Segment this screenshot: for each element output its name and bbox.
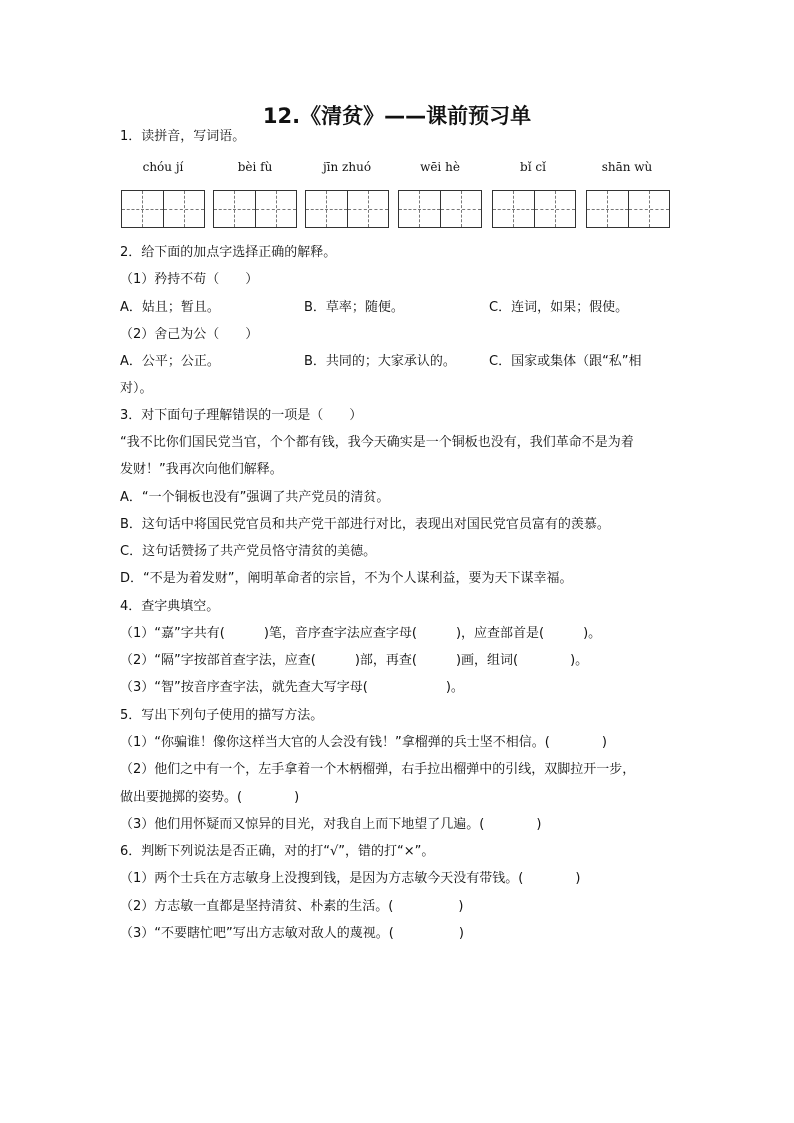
writing-grid[interactable]: [121, 190, 205, 228]
pinyin-label: chóu jí: [142, 160, 184, 174]
option-a: A．“一个铜板也没有”强调了共产党员的清贫。: [120, 490, 390, 505]
q2-sub2: （2）舍己为公（ ）: [120, 327, 259, 342]
q3-quote: “我不比你们国民党当官，个个都有钱，我今天确实是一个铜板也没有，我们革命不是为着: [120, 435, 634, 450]
q5-item: （1）“你骗谁！像你这样当大官的人会没有钱！”拿榴弹的兵士坚不相信。( ): [120, 735, 607, 750]
pinyin-label: bǐ cǐ: [520, 160, 546, 174]
q5-item: （3）他们用怀疑而又惊异的目光，对我自上而下地望了几遍。( ): [120, 817, 542, 832]
writing-grid[interactable]: [492, 190, 576, 228]
pinyin-label: shān wù: [601, 160, 653, 174]
q5-item: （2）他们之中有一个，左手拿着一个木柄榴弹，右手拉出榴弹中的引线，双脚拉开一步，: [120, 762, 636, 777]
option-b: B．草率；随便。: [304, 300, 404, 315]
writing-grid[interactable]: [305, 190, 389, 228]
pinyin-label: jīn zhuó: [322, 160, 372, 174]
q2-heading: 2．给下面的加点字选择正确的解释。: [120, 245, 337, 260]
option-b: B．共同的；大家承认的。: [304, 354, 456, 369]
option-c: C．连词，如果；假使。: [489, 300, 629, 315]
option-b: B．这句话中将国民党官员和共产党干部进行对比，表现出对国民党官员富有的羡慕。: [120, 517, 610, 532]
q4-item: （1）“嘉”字共有( )笔，音序查字法应查字母( )，应查部首是( )。: [120, 626, 602, 641]
writing-grid[interactable]: [398, 190, 482, 228]
option-c-continuation: 对）。: [120, 381, 153, 396]
q5-item-continuation: 做出要抛掷的姿势。( ): [120, 790, 300, 805]
option-a: A．公平；公正。: [120, 354, 220, 369]
q5-heading: 5．写出下列句子使用的描写方法。: [120, 708, 324, 723]
q6-item: （3）“不要瞎忙吧”写出方志敏对敌人的蔑视。( ): [120, 926, 464, 941]
option-d: D．“不是为着发财”，阐明革命者的宗旨，不为个人谋利益，要为天下谋幸福。: [120, 571, 573, 586]
pinyin-label: wēi hè: [420, 160, 460, 174]
page-title: 12.《清贫》——课前预习单: [262, 104, 532, 128]
q3-quote-continuation: 发财！”我再次向他们解释。: [120, 462, 283, 477]
q1-heading: 1．读拼音，写词语。: [120, 129, 246, 144]
q4-heading: 4．查字典填空。: [120, 599, 220, 614]
q2-sub1: （1）矜持不苟（ ）: [120, 272, 259, 287]
q6-heading: 6．判断下列说法是否正确，对的打“√”，错的打“×”。: [120, 844, 435, 859]
writing-grid[interactable]: [213, 190, 297, 228]
q6-item: （2）方志敏一直都是坚持清贫、朴素的生活。( ): [120, 899, 464, 914]
q4-item: （2）“隔”字按部首查字法，应查( )部，再查( )画，组词( )。: [120, 653, 589, 668]
writing-grid[interactable]: [586, 190, 670, 228]
option-c: C．这句话赞扬了共产党员恪守清贫的美德。: [120, 544, 377, 559]
q3-heading: 3．对下面句子理解错误的一项是（ ）: [120, 408, 363, 423]
q4-item: （3）“智”按音序查字法，就先查大写字母( )。: [120, 680, 464, 695]
pinyin-label: bèi fù: [237, 160, 273, 174]
q6-item: （1）两个士兵在方志敏身上没搜到钱，是因为方志敏今天没有带钱。( ): [120, 871, 581, 886]
option-a: A．姑且；暂且。: [120, 300, 220, 315]
option-c: C．国家或集体（跟“私”相: [489, 354, 642, 369]
